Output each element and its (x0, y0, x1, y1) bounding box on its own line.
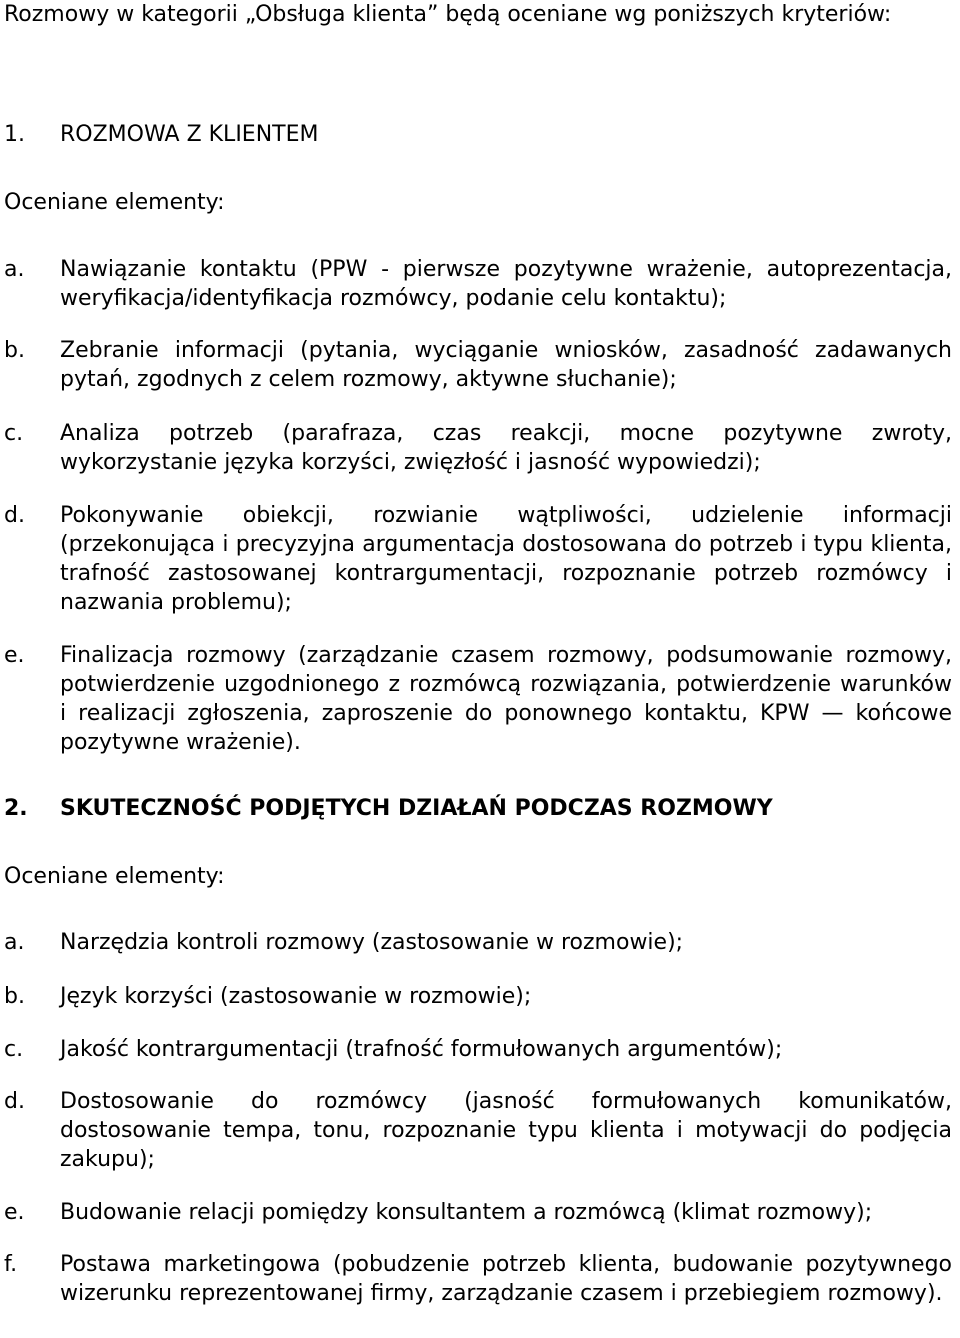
item-text: Język korzyści (zastosowanie w rozmowie); (60, 984, 532, 1009)
item-text: Budowanie relacji pomiędzy konsultantem a rozmówcą (klimat rozmowy); (60, 1200, 873, 1225)
item-text: Narzędzia kontroli rozmowy (zastosowanie w rozmowie); (60, 930, 684, 955)
section-2-title: SKUTECZNOŚĆ PODJĘTYCH DZIAŁAŃ PODCZAS ROZMOWY (60, 796, 773, 821)
section-2-item-b (4, 982, 952, 1011)
item-text: Zebranie informacji (pytania, wyciąganie wniosków, zasadność zadawanych pytań, zgodnych z celem rozmowy, aktywne słuchanie); (60, 338, 952, 392)
item-letter: d. (4, 1089, 25, 1114)
section-2-item-c (4, 1035, 952, 1064)
intro-paragraph: Rozmowy w kategorii „Obsługa klienta” będą oceniane wg poniższych kryteriów: (4, 2, 892, 27)
section-1-item-c (4, 419, 952, 477)
section-2-item-d (4, 1087, 952, 1174)
section-2-heading (4, 794, 952, 823)
item-text: Dostosowanie do rozmówcy (jasność formułowanych komunikatów, dostosowanie tempa, tonu, rozpoznanie typu klienta i motywacji do podjęcia zakupu); (60, 1089, 952, 1172)
section-1-item-e (4, 641, 952, 757)
item-letter: b. (4, 338, 25, 363)
section-1-number: 1. (4, 122, 25, 147)
section-2-item-a (4, 928, 952, 957)
section-2-sublabel: Oceniane elementy: (4, 864, 225, 889)
section-2-item-f (4, 1250, 952, 1308)
section-1-item-a (4, 255, 952, 313)
section-1-title: ROZMOWA Z KLIENTEM (60, 122, 319, 147)
item-text: Postawa marketingowa (pobudzenie potrzeb klienta, budowanie pozytywnego wizerunku reprezentowanej firmy, zarządzanie czasem i przebiegiem rozmowy). (60, 1252, 952, 1306)
section-2-item-e (4, 1198, 952, 1227)
section-1-heading (4, 120, 952, 149)
item-letter: a. (4, 930, 25, 955)
item-letter: c. (4, 421, 24, 446)
item-letter: f. (4, 1252, 18, 1277)
section-2-number: 2. (4, 796, 28, 821)
section-1-item-d (4, 501, 952, 617)
item-text: Nawiązanie kontaktu (PPW - pierwsze pozytywne wrażenie, autoprezentacja, weryfikacja/identyfikacja rozmówcy, podanie celu kontaktu); (60, 257, 952, 311)
item-text: Pokonywanie obiekcji, rozwianie wątpliwości, udzielenie informacji (przekonująca i precyzyjna argumentacja dostosowana do potrzeb i typu klienta, trafność zastosowanej kontrargumentacji, rozpoznanie potrzeb rozmówcy i nazwania problemu); (60, 503, 952, 615)
item-text: Finalizacja rozmowy (zarządzanie czasem rozmowy, podsumowanie rozmowy, potwierdzenie uzgodnionego z rozmówcą rozwiązania, potwierdzenie warunków i realizacji zgłoszenia, zaproszenie do ponownego kontaktu, KPW — końcowe pozytywne wrażenie). (60, 643, 952, 755)
item-letter: d. (4, 503, 25, 528)
item-letter: b. (4, 984, 25, 1009)
item-letter: a. (4, 257, 25, 282)
section-1-sublabel: Oceniane elementy: (4, 190, 225, 215)
item-text: Analiza potrzeb (parafraza, czas reakcji, mocne pozytywne zwroty, wykorzystanie języka korzyści, zwięzłość i jasność wypowiedzi); (60, 421, 952, 475)
item-letter: c. (4, 1037, 24, 1062)
section-1-item-b (4, 336, 952, 394)
item-text: Jakość kontrargumentacji (trafność formułowanych argumentów); (60, 1037, 783, 1062)
item-letter: e. (4, 1200, 25, 1225)
item-letter: e. (4, 643, 25, 668)
